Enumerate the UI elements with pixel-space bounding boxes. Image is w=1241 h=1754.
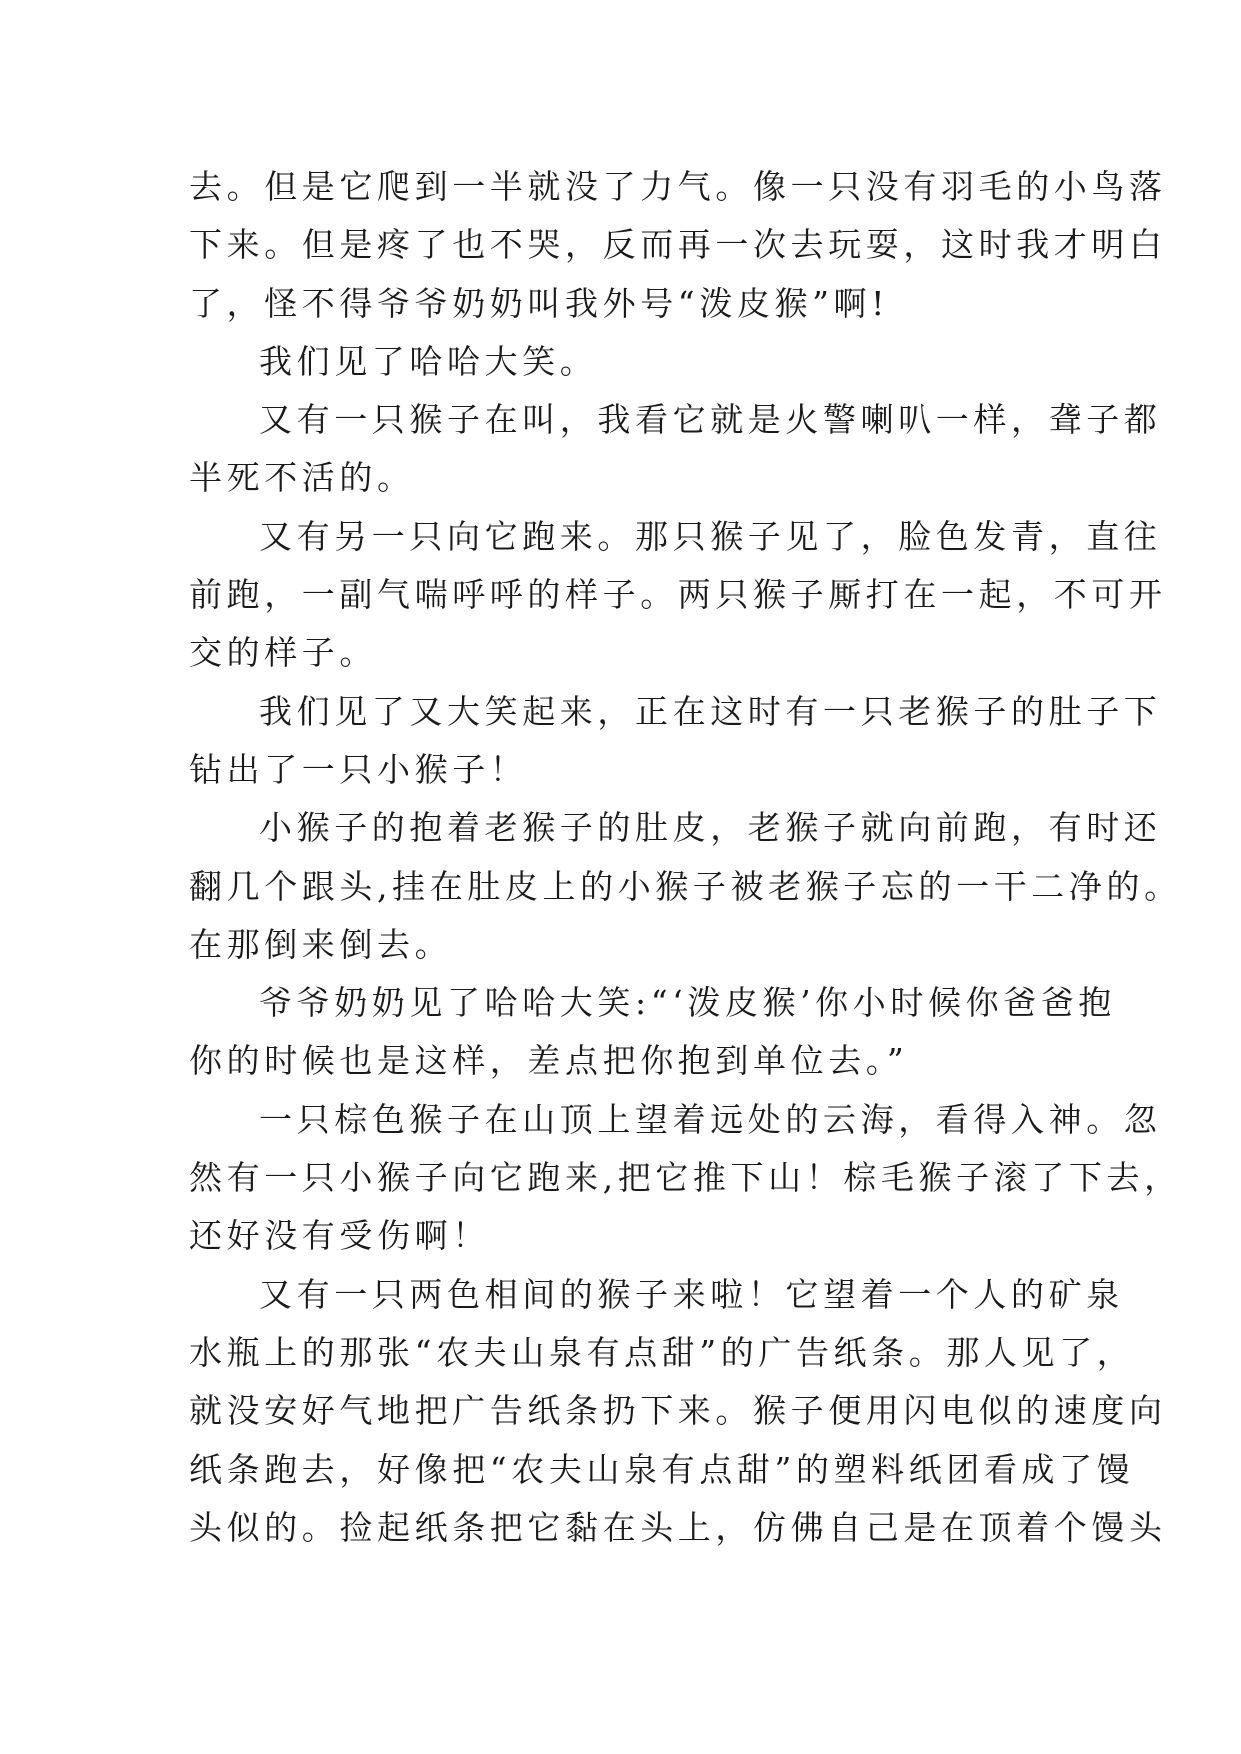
text-line: 我们见了又大笑起来，正在这时有一只老猴子的肚子下 [259, 691, 1162, 731]
text-line: 就没安好气地把广告纸条扔下来。猴子便用闪电似的速度向 [189, 1391, 1167, 1431]
text-line: 了，怪不得爷爷奶奶叫我外号“泼皮猴”啊! [189, 283, 890, 323]
text-line: 然有一只小猴子向它跑来,把它推下山！棕毛猴子滚了下去， [189, 1158, 1182, 1198]
text-line: 纸条跑去，好像把“农夫山泉有点甜”的塑料纸团看成了馒 [189, 1449, 1135, 1489]
text-line: 钻出了一只小猴子！ [189, 749, 528, 789]
text-line: 半死不活的。 [189, 458, 415, 498]
text-line: 我们见了哈哈大笑。 [259, 341, 598, 381]
text-line: 一只棕色猴子在山顶上望着远处的云海，看得入神。忽 [259, 1099, 1162, 1139]
text-line: 爷爷奶奶见了哈哈大笑:“‘泼皮猴’你小时候你爸爸抱 [259, 983, 1116, 1023]
text-line: 还好没有受伤啊！ [189, 1216, 490, 1256]
text-line: 小猴子的抱着老猴子的肚皮，老猴子就向前跑，有时还 [259, 808, 1162, 848]
text-line: 你的时候也是这样，差点把你抱到单位去。” [189, 1041, 909, 1081]
text-line: 在那倒来倒去。 [189, 924, 453, 964]
text-line: 翻几个跟头,挂在肚皮上的小猴子被老猴子忘的一干二净的。 [189, 866, 1182, 906]
text-line: 又有一只两色相间的猴子来啦！它望着一个人的矿泉 [259, 1274, 1124, 1314]
text-line: 下来。但是疼了也不哭，反而再一次去玩耍，这时我才明白 [189, 225, 1167, 265]
text-line: 又有另一只向它跑来。那只猴子见了，脸色发青，直往 [259, 516, 1162, 556]
text-line: 又有一只猴子在叫，我看它就是火警喇叭一样，聋子都 [259, 400, 1162, 440]
text-line: 去。但是它爬到一半就没了力气。像一只没有羽毛的小鸟落 [189, 167, 1167, 206]
text-line: 头似的。捡起纸条把它黏在头上，仿佛自己是在顶着个馒头 [189, 1507, 1167, 1547]
document-body [189, 158, 1182, 1557]
text-line: 前跑，一副气喘呼呼的样子。两只猴子厮打在一起，不可开 [189, 575, 1167, 615]
text-line: 水瓶上的那张“农夫山泉有点甜”的广告纸条。那人见了， [189, 1332, 1135, 1372]
text-line: 交的样子。 [189, 633, 377, 673]
